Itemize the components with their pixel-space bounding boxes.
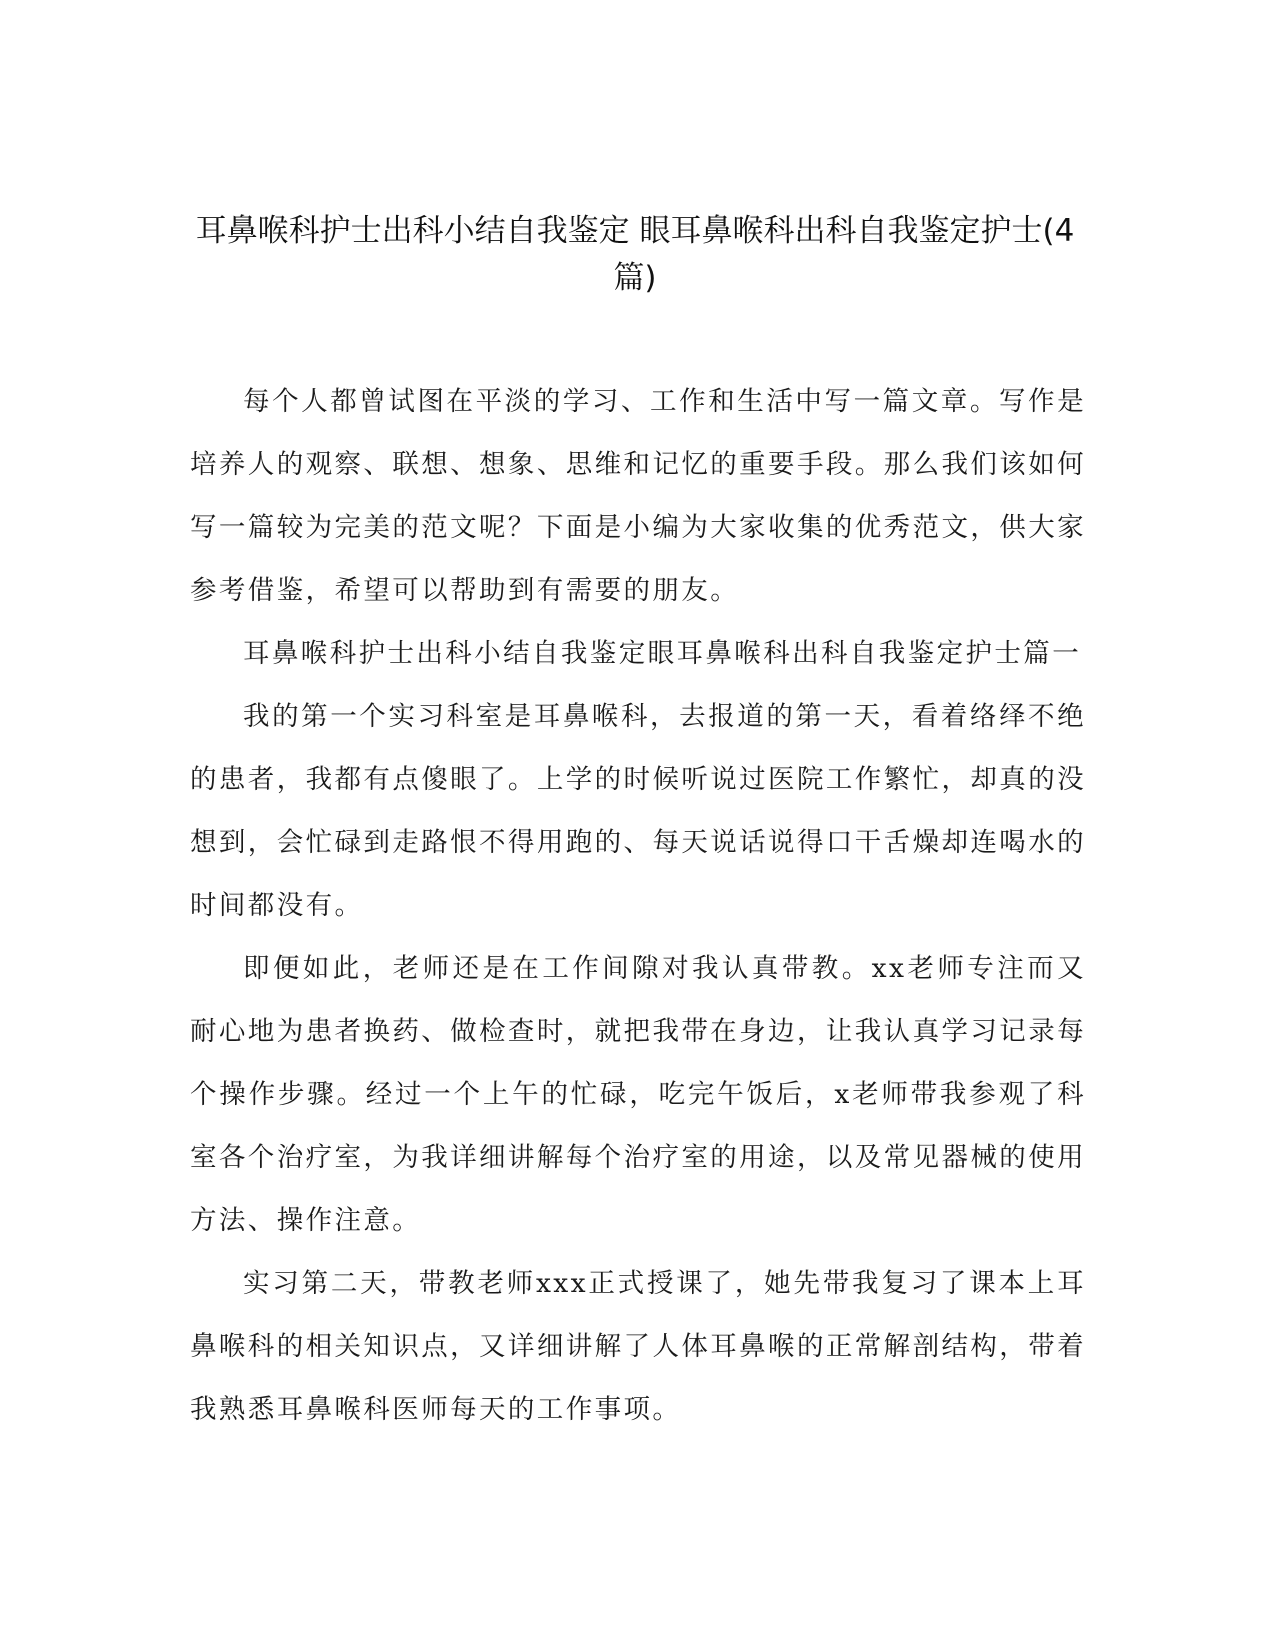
document-body bbox=[190, 370, 1086, 1441]
section-heading: 耳鼻喉科护士出科小结自我鉴定眼耳鼻喉科出科自我鉴定护士篇一 bbox=[243, 638, 1082, 669]
document-title: 耳鼻喉科护士出科小结自我鉴定 眼耳鼻喉科出科自我鉴定护士(4篇) bbox=[195, 213, 1075, 296]
body-paragraph: 即便如此，老师还是在工作间隙对我认真带教。xx老师专注而又耐心地为患者换药、做检查时，就把我带在身边，让我认真学习记录每个操作步骤。经过一个上午的忙碌，吃完午饭后，x老师带我参观了科室各个治疗室，为我详细讲解每个治疗室的用途，以及常见器械的使用方法、操作注意。 bbox=[190, 953, 1086, 1236]
body-paragraph: 我的第一个实习科室是耳鼻喉科，去报道的第一天，看着络绎不绝的患者，我都有点傻眼了。上学的时候听说过医院工作繁忙，却真的没想到，会忙碌到走路恨不得用跑的、每天说话说得口干舌燥却连喝水的时间都没有。 bbox=[190, 701, 1086, 921]
intro-paragraph: 每个人都曾试图在平淡的学习、工作和生活中写一篇文章。写作是培养人的观察、联想、想象、思维和记忆的重要手段。那么我们该如何写一篇较为完美的范文呢？下面是小编为大家收集的优秀范文，供大家参考借鉴，希望可以帮助到有需要的朋友。 bbox=[190, 386, 1086, 606]
body-paragraph: 实习第二天，带教老师xxx正式授课了，她先带我复习了课本上耳鼻喉科的相关知识点，又详细讲解了人体耳鼻喉的正常解剖结构，带着我熟悉耳鼻喉科医师每天的工作事项。 bbox=[190, 1268, 1086, 1425]
